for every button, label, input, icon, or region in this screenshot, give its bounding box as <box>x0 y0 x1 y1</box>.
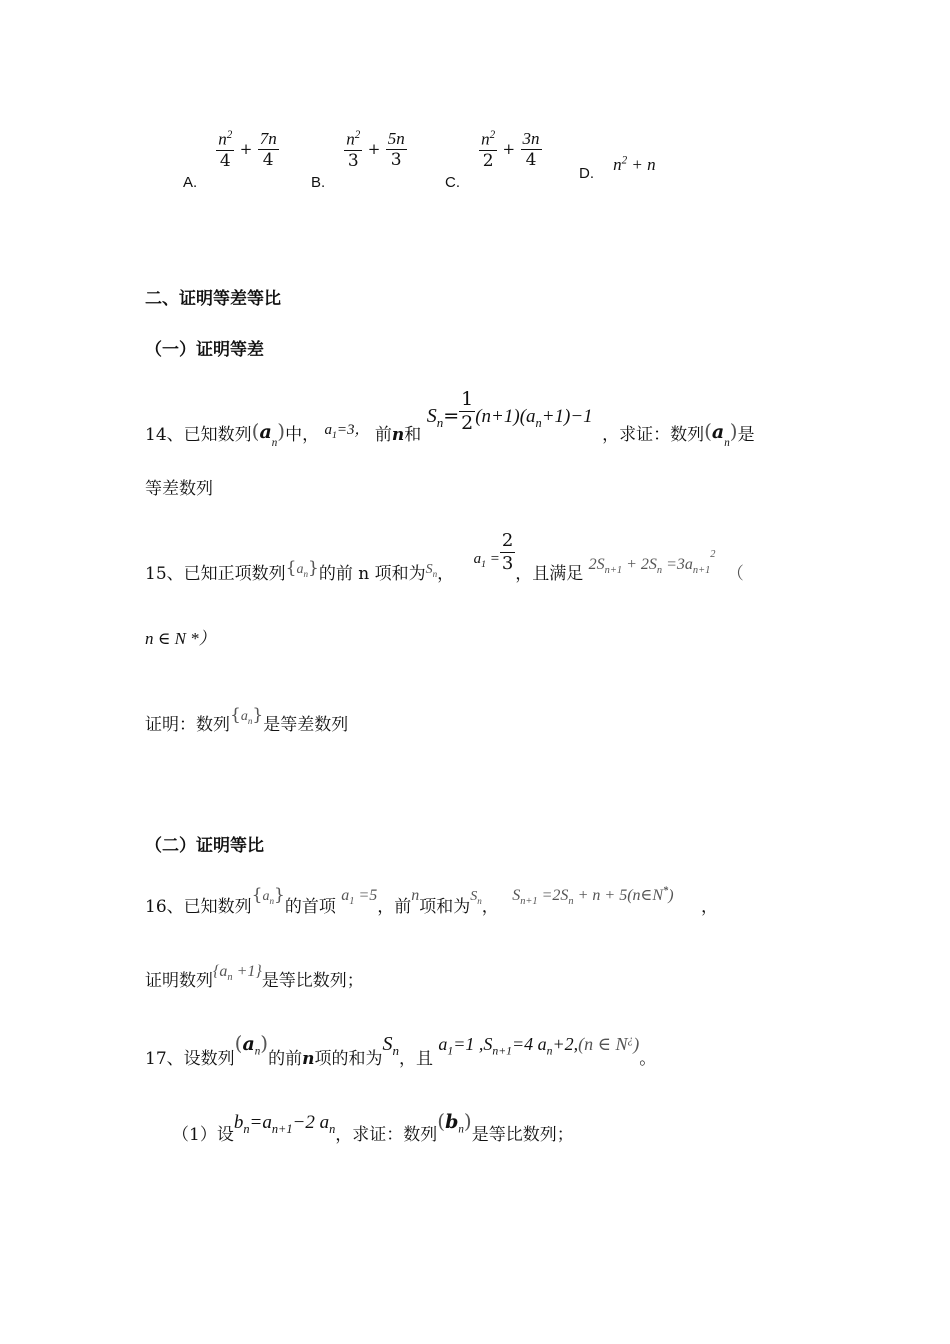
question-14: 14、已知数列$(a_n)$中， $a_1=3$， 前n和 $S_n=$ $\frac{1}{2}$ $(n+1)(a_n+1)-1$ ，求证：数列$(a_n)$是 <box>145 388 755 450</box>
option-c <box>445 129 542 192</box>
subsection-arithmetic: （一）证明等差 <box>145 340 264 360</box>
question-16: 16、已知数列$\{a_n\}$的首项 $a_1 =5$，前n项和为$S_n$， $S_{n+1} =2S_n + n$ + 5(n∈N*) ， <box>145 885 718 917</box>
question-15: 15、已知正项数列$\{_{a_n}\}$的前 n 项和为$_{S_n}$， $a_1$ = $\frac{2}{3}$ ，且满足 $2S_{n+1} + 2S_n =3a_{n+1}^2$ （ <box>145 530 744 584</box>
subsection-geometric: （二）证明等比 <box>145 836 264 856</box>
option-a-label: A. <box>183 174 198 192</box>
option-c-label: C. <box>445 174 460 192</box>
option-c-expr: $\frac{n^2}{2}$ + $\frac{3n}{4}$ <box>481 129 540 171</box>
question-14-line2: 等差数列 <box>145 479 213 499</box>
option-d <box>579 154 656 182</box>
question-16-line2: 证明数列$\{a_n +1\}$是等比数列； <box>145 963 364 991</box>
question-15-line2: n ∈ N *） <box>145 629 216 648</box>
question-15-line3: 证明：数列$\{a_n\}$是等差数列 <box>145 705 349 735</box>
question-17-part1: （1）设$b_n=a_{n+1}-2$ $a_n$，求证：数列$(b_n)$是等比数列； <box>172 1109 574 1145</box>
option-a-expr: $\frac{n^2}{4}$ + $\frac{7n}{4}$ <box>218 129 277 171</box>
section-title: 二、证明等差等比 <box>145 289 281 309</box>
option-d-label: D. <box>579 164 594 182</box>
option-a <box>183 129 279 192</box>
option-b-expr: $\frac{n^2}{3}$ + $\frac{5n}{3}$ <box>346 129 405 171</box>
option-b <box>311 129 407 192</box>
option-b-label: B. <box>311 174 326 192</box>
question-17: 17、设数列$(a_n)$的前n项的和为$S_n$，且 $a_1=1$ $,S_{n+1}=4$ $a_n+2,(n$ ∈ N¿)。 <box>145 1031 657 1069</box>
option-d-expr: $n^2 + n$ <box>613 154 656 174</box>
